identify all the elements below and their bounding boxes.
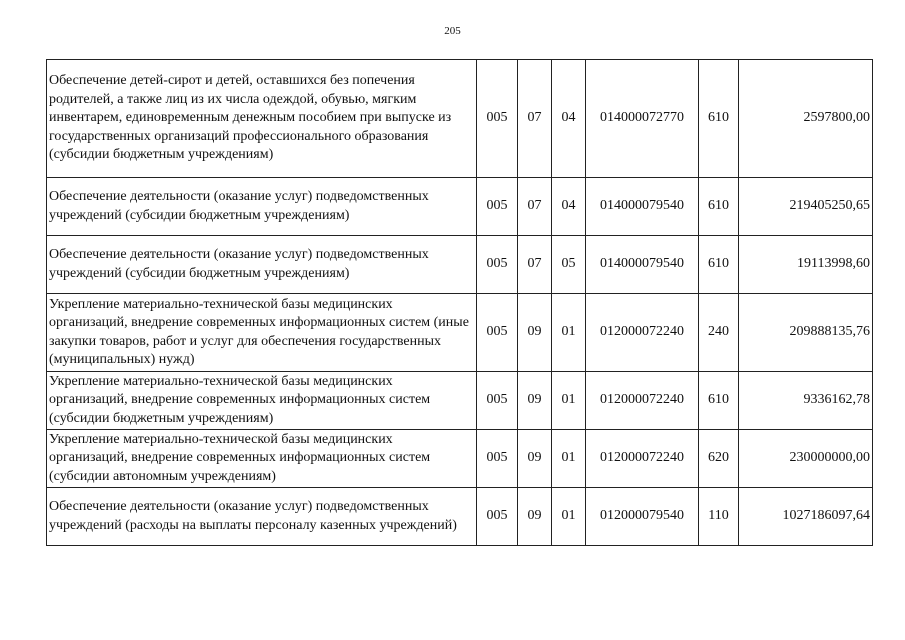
section-code: 07 bbox=[518, 60, 552, 178]
section-code: 09 bbox=[518, 488, 552, 546]
amount-value: 19113998,60 bbox=[739, 236, 873, 294]
amount-value: 219405250,65 bbox=[739, 178, 873, 236]
subsection-code: 01 bbox=[552, 488, 586, 546]
section-code: 09 bbox=[518, 294, 552, 372]
row-description: Укрепление материально-технической базы медицинских организаций, внедрение современных информационных систем (субсидии автономным учреждениям) bbox=[47, 430, 477, 488]
table-row bbox=[47, 60, 873, 178]
table-row bbox=[47, 488, 873, 546]
target-article-code: 012000079540 bbox=[586, 488, 699, 546]
row-description: Обеспечение детей-сирот и детей, оставшихся без попечения родителей, а также лиц из их числа одеждой, обувью, мягким инвентарем, единовременным денежным пособием при выпуске из государственных организаций профессионального образования (субсидии бюджетным учреждениям) bbox=[47, 60, 477, 178]
ministry-code: 005 bbox=[477, 60, 518, 178]
table-row bbox=[47, 430, 873, 488]
section-code: 09 bbox=[518, 372, 552, 430]
expense-type-code: 610 bbox=[699, 178, 739, 236]
target-article-code: 014000079540 bbox=[586, 236, 699, 294]
ministry-code: 005 bbox=[477, 178, 518, 236]
amount-value: 230000000,00 bbox=[739, 430, 873, 488]
subsection-code: 01 bbox=[552, 372, 586, 430]
ministry-code: 005 bbox=[477, 294, 518, 372]
target-article-code: 014000079540 bbox=[586, 178, 699, 236]
subsection-code: 05 bbox=[552, 236, 586, 294]
expense-type-code: 620 bbox=[699, 430, 739, 488]
amount-value: 2597800,00 bbox=[739, 60, 873, 178]
subsection-code: 04 bbox=[552, 178, 586, 236]
expense-type-code: 110 bbox=[699, 488, 739, 546]
target-article-code: 014000072770 bbox=[586, 60, 699, 178]
target-article-code: 012000072240 bbox=[586, 294, 699, 372]
target-article-code: 012000072240 bbox=[586, 372, 699, 430]
amount-value: 9336162,78 bbox=[739, 372, 873, 430]
row-description: Обеспечение деятельности (оказание услуг) подведомственных учреждений (субсидии бюджетным учреждениям) bbox=[47, 236, 477, 294]
row-description: Обеспечение деятельности (оказание услуг) подведомственных учреждений (расходы на выплаты персоналу казенных учреждений) bbox=[47, 488, 477, 546]
subsection-code: 01 bbox=[552, 430, 586, 488]
row-description: Укрепление материально-технической базы медицинских организаций, внедрение современных информационных систем (иные закупки товаров, работ и услуг для обеспечения государственных (муниципальных) нужд) bbox=[47, 294, 477, 372]
page-number: 205 bbox=[444, 25, 461, 37]
expense-type-code: 610 bbox=[699, 236, 739, 294]
row-description: Обеспечение деятельности (оказание услуг) подведомственных учреждений (субсидии бюджетным учреждениям) bbox=[47, 178, 477, 236]
target-article-code: 012000072240 bbox=[586, 430, 699, 488]
ministry-code: 005 bbox=[477, 488, 518, 546]
ministry-code: 005 bbox=[477, 372, 518, 430]
subsection-code: 04 bbox=[552, 60, 586, 178]
amount-value: 209888135,76 bbox=[739, 294, 873, 372]
expense-type-code: 240 bbox=[699, 294, 739, 372]
table-row bbox=[47, 372, 873, 430]
amount-value: 1027186097,64 bbox=[739, 488, 873, 546]
expense-type-code: 610 bbox=[699, 60, 739, 178]
section-code: 09 bbox=[518, 430, 552, 488]
subsection-code: 01 bbox=[552, 294, 586, 372]
table-row bbox=[47, 178, 873, 236]
ministry-code: 005 bbox=[477, 236, 518, 294]
table-row bbox=[47, 294, 873, 372]
budget-table bbox=[46, 59, 873, 546]
expense-type-code: 610 bbox=[699, 372, 739, 430]
ministry-code: 005 bbox=[477, 430, 518, 488]
table-row bbox=[47, 236, 873, 294]
row-description: Укрепление материально-технической базы медицинских организаций, внедрение современных информационных систем (субсидии бюджетным учреждениям) bbox=[47, 372, 477, 430]
section-code: 07 bbox=[518, 178, 552, 236]
section-code: 07 bbox=[518, 236, 552, 294]
